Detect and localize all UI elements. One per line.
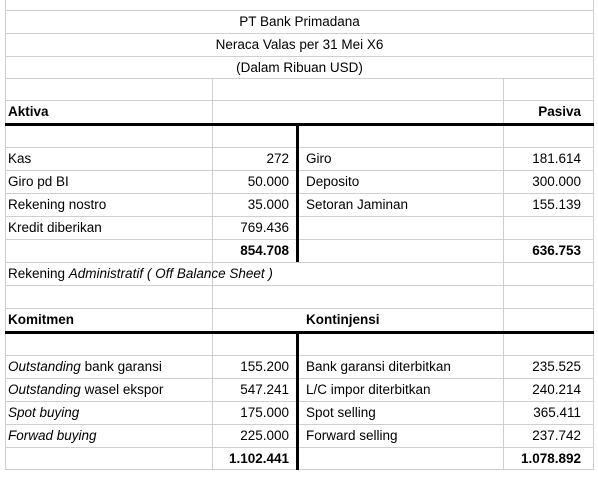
asset-value: 769.436 xyxy=(240,220,289,235)
liability-value: 300.000 xyxy=(532,174,581,189)
asset-label: Kas xyxy=(8,151,32,166)
asset-value: 35.000 xyxy=(247,197,289,212)
t-account-divider xyxy=(296,331,299,470)
komitmen-label-italic: Spot buying xyxy=(8,405,80,420)
grid-line xyxy=(5,147,594,148)
asset-value: 272 xyxy=(266,151,289,166)
asset-value: 50.000 xyxy=(247,174,289,189)
kontinjensi-label: L/C impor diterbitkan xyxy=(306,382,431,397)
grid-line xyxy=(5,170,594,171)
pasiva-heading: Pasiva xyxy=(538,104,581,119)
liability-label: Deposito xyxy=(306,174,360,189)
t-account-top-line xyxy=(5,123,594,126)
kontinjensi-value: 365.411 xyxy=(533,405,581,420)
komitmen-label xyxy=(8,355,162,378)
total-komitmen: 1.102.441 xyxy=(228,451,289,466)
komitmen-label-italic: Outstanding xyxy=(8,382,81,397)
komitmen-label-italic: Forwad buying xyxy=(8,428,97,443)
komitmen-label xyxy=(8,378,163,401)
company-title: PT Bank Primadana xyxy=(239,14,360,29)
komitmen-heading: Komitmen xyxy=(8,312,75,327)
total-aktiva: 854.708 xyxy=(240,243,289,258)
komitmen-value: 175.000 xyxy=(240,405,289,420)
total-kontinjensi: 1.078.892 xyxy=(520,451,581,466)
grid-line xyxy=(5,239,594,240)
kontinjensi-label: Spot selling xyxy=(306,405,376,420)
liability-value: 155.139 xyxy=(532,197,581,212)
grid-line xyxy=(5,447,594,448)
komitmen-value: 547.241 xyxy=(240,382,289,397)
grid-line xyxy=(5,100,594,101)
grid-line xyxy=(503,78,504,470)
aktiva-heading: Aktiva xyxy=(8,104,49,119)
report-title: Neraca Valas per 31 Mei X6 xyxy=(215,37,384,52)
liability-label: Setoran Jaminan xyxy=(306,197,409,212)
komitmen-value: 155.200 xyxy=(240,359,289,374)
administrative-italic: Administratif ( Off Balance Sheet ) xyxy=(68,266,273,281)
komitmen-label xyxy=(8,424,97,447)
administrative-heading xyxy=(8,262,273,285)
kontinjensi-label: Bank garansi diterbitkan xyxy=(306,359,451,374)
grid-line xyxy=(5,285,594,286)
komitmen-label xyxy=(8,401,79,424)
liability-label: Giro xyxy=(306,151,332,166)
komitmen-label-italic: Outstanding xyxy=(8,359,81,374)
asset-label: Giro pd BI xyxy=(8,174,69,189)
komitmen-value: 225.000 xyxy=(240,428,289,443)
t-account-divider xyxy=(296,123,299,262)
t-account-top-line xyxy=(5,331,594,334)
kontinjensi-label: Forward selling xyxy=(306,428,398,443)
administrative-prefix: Rekening xyxy=(8,266,69,281)
grid-line xyxy=(5,308,594,309)
liability-value: 181.614 xyxy=(532,151,581,166)
asset-label: Kredit diberikan xyxy=(8,220,102,235)
kontinjensi-heading: Kontinjensi xyxy=(306,312,380,327)
total-pasiva: 636.753 xyxy=(532,243,581,258)
kontinjensi-value: 237.742 xyxy=(532,428,581,443)
kontinjensi-value: 240.214 xyxy=(532,382,581,397)
komitmen-label-rest: wasel ekspor xyxy=(80,382,164,397)
asset-label: Rekening nostro xyxy=(8,197,107,212)
grid-line xyxy=(5,469,594,470)
komitmen-label-rest: bank garansi xyxy=(80,359,162,374)
kontinjensi-value: 235.525 xyxy=(532,359,581,374)
grid-line xyxy=(5,401,594,402)
report-unit: (Dalam Ribuan USD) xyxy=(236,60,363,75)
